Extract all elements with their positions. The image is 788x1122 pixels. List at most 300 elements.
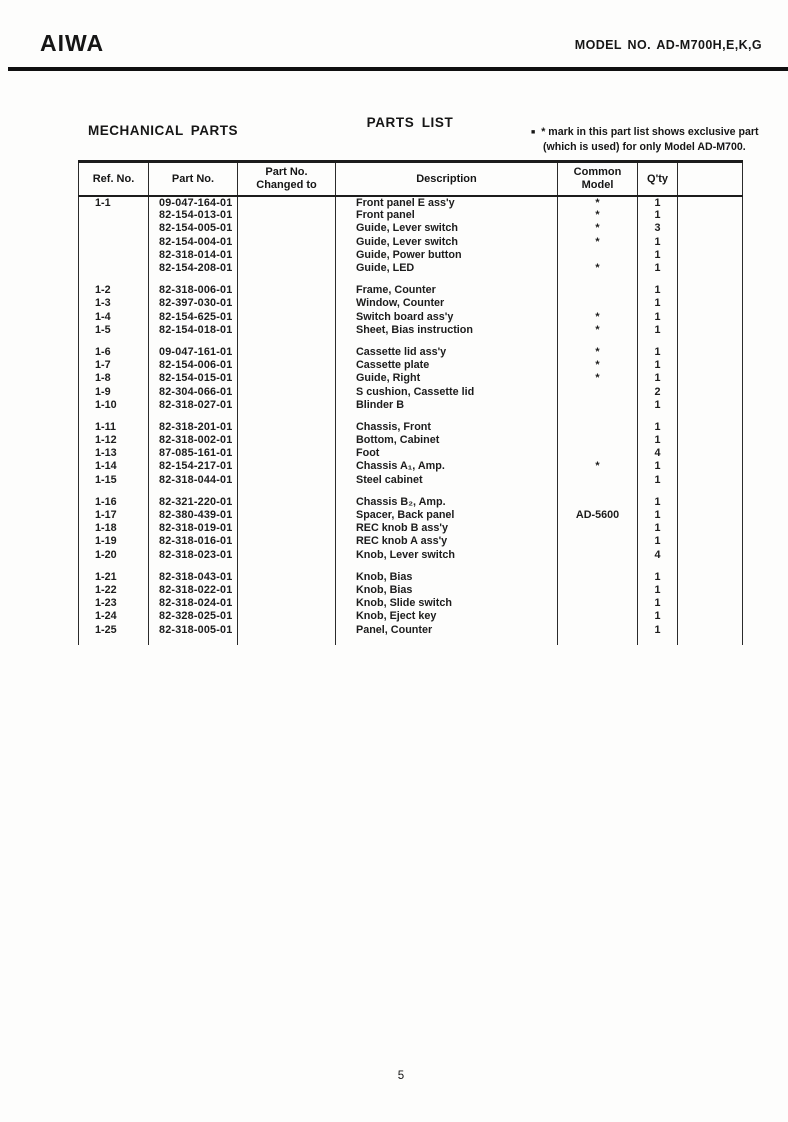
- cell-part: 82-318-019-01: [149, 522, 238, 535]
- cell-changed: [238, 385, 336, 398]
- column-header-label: Common: [573, 166, 622, 179]
- cell-changed: [238, 495, 336, 508]
- cell-ref: 1-22: [79, 583, 149, 596]
- cell-ref: [79, 209, 149, 222]
- spacer-cell: [638, 486, 678, 495]
- cell-common: [558, 473, 638, 486]
- cell-part: 09-047-161-01: [149, 345, 238, 358]
- cell-desc: Front panel: [336, 209, 558, 222]
- cell-extra: [678, 284, 743, 297]
- cell-desc: Chassis B₂, Amp.: [336, 495, 558, 508]
- cell-extra: [678, 398, 743, 411]
- cell-part: 87-085-161-01: [149, 447, 238, 460]
- cell-part: 82-318-027-01: [149, 398, 238, 411]
- cell-qty: 1: [638, 434, 678, 447]
- table-row: [79, 610, 743, 623]
- table-row: [79, 447, 743, 460]
- column-header-label: Changed to: [256, 178, 317, 191]
- spacer-cell: [238, 336, 336, 345]
- cell-part: 82-154-208-01: [149, 261, 238, 274]
- cell-common: [558, 597, 638, 610]
- note-line-1: * mark in this part list shows exclusive part: [541, 126, 759, 138]
- cell-part: 82-397-030-01: [149, 297, 238, 310]
- spacer-cell: [558, 561, 638, 570]
- cell-part: 82-154-013-01: [149, 209, 238, 222]
- spacer-cell: [149, 636, 238, 645]
- square-bullet-icon: ■: [531, 129, 536, 136]
- cell-part: 82-318-014-01: [149, 248, 238, 261]
- spacer-cell: [149, 411, 238, 420]
- cell-qty: 1: [638, 310, 678, 323]
- spacer-cell: [336, 561, 558, 570]
- cell-extra: [678, 222, 743, 235]
- cell-extra: [678, 597, 743, 610]
- group-spacer-row: [79, 636, 743, 645]
- cell-common: [558, 447, 638, 460]
- cell-qty: 1: [638, 597, 678, 610]
- cell-qty: 2: [638, 385, 678, 398]
- cell-changed: [238, 261, 336, 274]
- cell-extra: [678, 495, 743, 508]
- section-heading: MECHANICAL PARTS: [88, 123, 239, 138]
- column-header-qty: [638, 162, 678, 196]
- cell-common: [558, 420, 638, 433]
- cell-qty: 1: [638, 583, 678, 596]
- cell-desc: Cassette plate: [336, 359, 558, 372]
- column-header-part-no: [149, 162, 238, 196]
- group-spacer-row: [79, 336, 743, 345]
- cell-changed: [238, 434, 336, 447]
- cell-common: *: [558, 222, 638, 235]
- cell-changed: [238, 508, 336, 521]
- cell-common: *: [558, 209, 638, 222]
- cell-extra: [678, 548, 743, 561]
- parts-table: [78, 160, 743, 645]
- cell-ref: 1-5: [79, 323, 149, 336]
- spacer-cell: [638, 561, 678, 570]
- cell-changed: [238, 548, 336, 561]
- cell-extra: [678, 235, 743, 248]
- cell-desc: Window, Counter: [336, 297, 558, 310]
- cell-ref: 1-16: [79, 495, 149, 508]
- cell-qty: 1: [638, 420, 678, 433]
- cell-qty: 1: [638, 235, 678, 248]
- cell-ref: 1-23: [79, 597, 149, 610]
- column-header-description: [336, 162, 558, 196]
- spacer-cell: [238, 636, 336, 645]
- cell-qty: 1: [638, 345, 678, 358]
- cell-extra: [678, 610, 743, 623]
- cell-common: [558, 570, 638, 583]
- cell-changed: [238, 583, 336, 596]
- cell-desc: Bottom, Cabinet: [336, 434, 558, 447]
- table-row: [79, 522, 743, 535]
- cell-changed: [238, 473, 336, 486]
- spacer-cell: [678, 275, 743, 284]
- cell-ref: 1-10: [79, 398, 149, 411]
- cell-ref: 1-9: [79, 385, 149, 398]
- cell-part: 82-154-005-01: [149, 222, 238, 235]
- table-body: [79, 196, 743, 646]
- cell-ref: 1-18: [79, 522, 149, 535]
- cell-part: 82-318-005-01: [149, 623, 238, 636]
- table-row: [79, 359, 743, 372]
- cell-desc: Knob, Eject key: [336, 610, 558, 623]
- table-row: [79, 209, 743, 222]
- cell-changed: [238, 570, 336, 583]
- page-title: PARTS LIST: [366, 115, 454, 130]
- cell-common: [558, 398, 638, 411]
- page-number: 5: [397, 1070, 405, 1082]
- cell-changed: [238, 310, 336, 323]
- cell-part: 82-318-043-01: [149, 570, 238, 583]
- cell-common: [558, 610, 638, 623]
- cell-qty: 3: [638, 222, 678, 235]
- spacer-cell: [336, 636, 558, 645]
- column-header-label: Description: [416, 172, 477, 185]
- cell-common: [558, 583, 638, 596]
- table-row: [79, 261, 743, 274]
- table-row: [79, 248, 743, 261]
- cell-extra: [678, 297, 743, 310]
- table-row: [79, 235, 743, 248]
- cell-desc: Blinder B: [336, 398, 558, 411]
- cell-qty: 1: [638, 248, 678, 261]
- spacer-cell: [238, 275, 336, 284]
- spacer-cell: [558, 486, 638, 495]
- table-row: [79, 345, 743, 358]
- cell-part: 82-154-018-01: [149, 323, 238, 336]
- table-row: [79, 495, 743, 508]
- cell-desc: Switch board ass'y: [336, 310, 558, 323]
- cell-desc: Frame, Counter: [336, 284, 558, 297]
- cell-extra: [678, 570, 743, 583]
- cell-common: *: [558, 359, 638, 372]
- cell-ref: 1-11: [79, 420, 149, 433]
- cell-extra: [678, 460, 743, 473]
- cell-common: [558, 385, 638, 398]
- cell-desc: Chassis A₁, Amp.: [336, 460, 558, 473]
- cell-ref: 1-21: [79, 570, 149, 583]
- spacer-cell: [558, 636, 638, 645]
- cell-qty: 1: [638, 398, 678, 411]
- cell-common: *: [558, 261, 638, 274]
- cell-changed: [238, 345, 336, 358]
- cell-common: AD-5600: [558, 508, 638, 521]
- cell-qty: 1: [638, 495, 678, 508]
- cell-common: [558, 248, 638, 261]
- table-row: [79, 385, 743, 398]
- cell-changed: [238, 359, 336, 372]
- cell-part: 82-318-044-01: [149, 473, 238, 486]
- table-row: [79, 297, 743, 310]
- cell-changed: [238, 460, 336, 473]
- spacer-cell: [149, 275, 238, 284]
- cell-part: 82-321-220-01: [149, 495, 238, 508]
- cell-ref: 1-24: [79, 610, 149, 623]
- cell-changed: [238, 209, 336, 222]
- cell-changed: [238, 248, 336, 261]
- cell-desc: Guide, Lever switch: [336, 222, 558, 235]
- cell-common: [558, 623, 638, 636]
- cell-common: [558, 535, 638, 548]
- cell-part: 82-154-004-01: [149, 235, 238, 248]
- spacer-cell: [638, 411, 678, 420]
- cell-ref: 1-25: [79, 623, 149, 636]
- cell-part: 09-047-164-01: [149, 196, 238, 209]
- table-row: [79, 473, 743, 486]
- table-row: [79, 323, 743, 336]
- cell-part: 82-318-024-01: [149, 597, 238, 610]
- cell-ref: 1-2: [79, 284, 149, 297]
- spacer-cell: [149, 336, 238, 345]
- spacer-cell: [79, 486, 149, 495]
- table-row: [79, 597, 743, 610]
- cell-common: [558, 548, 638, 561]
- cell-desc: Spacer, Back panel: [336, 508, 558, 521]
- cell-changed: [238, 597, 336, 610]
- spacer-cell: [79, 275, 149, 284]
- cell-ref: 1-12: [79, 434, 149, 447]
- cell-desc: Chassis, Front: [336, 420, 558, 433]
- cell-changed: [238, 235, 336, 248]
- group-spacer-row: [79, 561, 743, 570]
- group-spacer-row: [79, 411, 743, 420]
- column-header-label: Ref. No.: [92, 172, 135, 185]
- cell-part: 82-304-066-01: [149, 385, 238, 398]
- cell-extra: [678, 323, 743, 336]
- cell-extra: [678, 248, 743, 261]
- cell-qty: 1: [638, 297, 678, 310]
- cell-changed: [238, 623, 336, 636]
- cell-common: [558, 495, 638, 508]
- cell-extra: [678, 196, 743, 209]
- spacer-cell: [678, 411, 743, 420]
- cell-part: 82-380-439-01: [149, 508, 238, 521]
- cell-qty: 1: [638, 522, 678, 535]
- spacer-cell: [238, 486, 336, 495]
- group-spacer-row: [79, 486, 743, 495]
- spacer-cell: [238, 411, 336, 420]
- cell-desc: Guide, Power button: [336, 248, 558, 261]
- cell-desc: Knob, Bias: [336, 583, 558, 596]
- cell-desc: Guide, Lever switch: [336, 235, 558, 248]
- cell-common: [558, 522, 638, 535]
- column-header-part-no-changed-to: [238, 162, 336, 196]
- spacer-cell: [79, 636, 149, 645]
- parts-table-container: [78, 160, 743, 645]
- cell-desc: Steel cabinet: [336, 473, 558, 486]
- cell-changed: [238, 297, 336, 310]
- cell-desc: Panel, Counter: [336, 623, 558, 636]
- cell-desc: Cassette lid ass'y: [336, 345, 558, 358]
- table-row: [79, 372, 743, 385]
- cell-extra: [678, 209, 743, 222]
- cell-desc: Foot: [336, 447, 558, 460]
- cell-changed: [238, 284, 336, 297]
- cell-qty: 1: [638, 535, 678, 548]
- cell-qty: 1: [638, 570, 678, 583]
- cell-part: 82-318-023-01: [149, 548, 238, 561]
- cell-part: 82-318-201-01: [149, 420, 238, 433]
- cell-qty: 1: [638, 508, 678, 521]
- cell-changed: [238, 398, 336, 411]
- cell-common: *: [558, 196, 638, 209]
- spacer-cell: [678, 486, 743, 495]
- cell-part: 82-154-006-01: [149, 359, 238, 372]
- cell-common: [558, 434, 638, 447]
- cell-qty: 1: [638, 623, 678, 636]
- spacer-cell: [638, 636, 678, 645]
- cell-common: *: [558, 372, 638, 385]
- cell-extra: [678, 359, 743, 372]
- table-row: [79, 398, 743, 411]
- cell-changed: [238, 372, 336, 385]
- cell-qty: 1: [638, 284, 678, 297]
- cell-part: 82-318-002-01: [149, 434, 238, 447]
- cell-common: [558, 284, 638, 297]
- spacer-cell: [336, 336, 558, 345]
- spacer-cell: [558, 336, 638, 345]
- column-header-blank: [678, 162, 743, 196]
- table-row: [79, 196, 743, 209]
- cell-extra: [678, 473, 743, 486]
- cell-extra: [678, 434, 743, 447]
- model-number: MODEL NO. AD-M700H,E,K,G: [574, 38, 762, 52]
- cell-desc: S cushion, Cassette lid: [336, 385, 558, 398]
- table-row: [79, 310, 743, 323]
- cell-ref: 1-3: [79, 297, 149, 310]
- cell-common: *: [558, 310, 638, 323]
- table-row: [79, 434, 743, 447]
- cell-part: 82-154-217-01: [149, 460, 238, 473]
- cell-extra: [678, 508, 743, 521]
- cell-extra: [678, 447, 743, 460]
- cell-ref: [79, 235, 149, 248]
- header-rule: [8, 67, 788, 71]
- spacer-cell: [79, 411, 149, 420]
- cell-ref: 1-4: [79, 310, 149, 323]
- table-row: [79, 583, 743, 596]
- cell-desc: Guide, LED: [336, 261, 558, 274]
- cell-changed: [238, 196, 336, 209]
- cell-ref: 1-19: [79, 535, 149, 548]
- cell-qty: 1: [638, 460, 678, 473]
- cell-extra: [678, 623, 743, 636]
- cell-desc: Sheet, Bias instruction: [336, 323, 558, 336]
- cell-changed: [238, 522, 336, 535]
- spacer-cell: [79, 561, 149, 570]
- cell-qty: 4: [638, 447, 678, 460]
- cell-qty: 1: [638, 473, 678, 486]
- cell-common: [558, 297, 638, 310]
- cell-common: *: [558, 345, 638, 358]
- cell-extra: [678, 372, 743, 385]
- cell-qty: 1: [638, 209, 678, 222]
- spacer-cell: [336, 411, 558, 420]
- cell-desc: Knob, Lever switch: [336, 548, 558, 561]
- cell-extra: [678, 261, 743, 274]
- spacer-cell: [558, 411, 638, 420]
- table-row: [79, 508, 743, 521]
- cell-qty: 1: [638, 359, 678, 372]
- cell-qty: 1: [638, 323, 678, 336]
- cell-extra: [678, 522, 743, 535]
- cell-part: 82-154-015-01: [149, 372, 238, 385]
- cell-qty: 1: [638, 610, 678, 623]
- column-header-label: Part No.: [171, 172, 215, 185]
- cell-changed: [238, 447, 336, 460]
- column-header-label: Part No.: [265, 166, 308, 179]
- cell-ref: [79, 222, 149, 235]
- cell-part: 82-318-016-01: [149, 535, 238, 548]
- cell-qty: 1: [638, 261, 678, 274]
- spacer-cell: [678, 561, 743, 570]
- spacer-cell: [558, 275, 638, 284]
- spacer-cell: [638, 336, 678, 345]
- cell-extra: [678, 420, 743, 433]
- cell-ref: [79, 261, 149, 274]
- cell-ref: 1-8: [79, 372, 149, 385]
- cell-qty: 1: [638, 372, 678, 385]
- spacer-cell: [79, 336, 149, 345]
- cell-changed: [238, 323, 336, 336]
- cell-qty: 4: [638, 548, 678, 561]
- group-spacer-row: [79, 275, 743, 284]
- table-row: [79, 535, 743, 548]
- spacer-cell: [638, 275, 678, 284]
- cell-part: 82-154-625-01: [149, 310, 238, 323]
- cell-ref: 1-13: [79, 447, 149, 460]
- cell-ref: 1-14: [79, 460, 149, 473]
- cell-ref: 1-15: [79, 473, 149, 486]
- cell-desc: REC knob A ass'y: [336, 535, 558, 548]
- cell-extra: [678, 535, 743, 548]
- cell-ref: [79, 248, 149, 261]
- cell-desc: Guide, Right: [336, 372, 558, 385]
- table-header-row: [79, 162, 743, 196]
- cell-desc: Knob, Bias: [336, 570, 558, 583]
- cell-common: *: [558, 323, 638, 336]
- spacer-cell: [678, 636, 743, 645]
- cell-desc: REC knob B ass'y: [336, 522, 558, 535]
- cell-extra: [678, 385, 743, 398]
- cell-changed: [238, 420, 336, 433]
- cell-common: *: [558, 460, 638, 473]
- cell-extra: [678, 583, 743, 596]
- table-row: [79, 570, 743, 583]
- cell-desc: Front panel E ass'y: [336, 196, 558, 209]
- cell-extra: [678, 345, 743, 358]
- column-header-ref-no: [79, 162, 149, 196]
- table-row: [79, 623, 743, 636]
- cell-extra: [678, 310, 743, 323]
- table-row: [79, 548, 743, 561]
- spacer-cell: [336, 275, 558, 284]
- spacer-cell: [678, 336, 743, 345]
- table-row: [79, 284, 743, 297]
- cell-ref: 1-20: [79, 548, 149, 561]
- cell-qty: 1: [638, 196, 678, 209]
- exclusive-part-note: [531, 125, 767, 155]
- cell-part: 82-328-025-01: [149, 610, 238, 623]
- cell-part: 82-318-022-01: [149, 583, 238, 596]
- column-header-common-model: [558, 162, 638, 196]
- cell-changed: [238, 610, 336, 623]
- table-row: [79, 420, 743, 433]
- cell-ref: 1-6: [79, 345, 149, 358]
- cell-common: *: [558, 235, 638, 248]
